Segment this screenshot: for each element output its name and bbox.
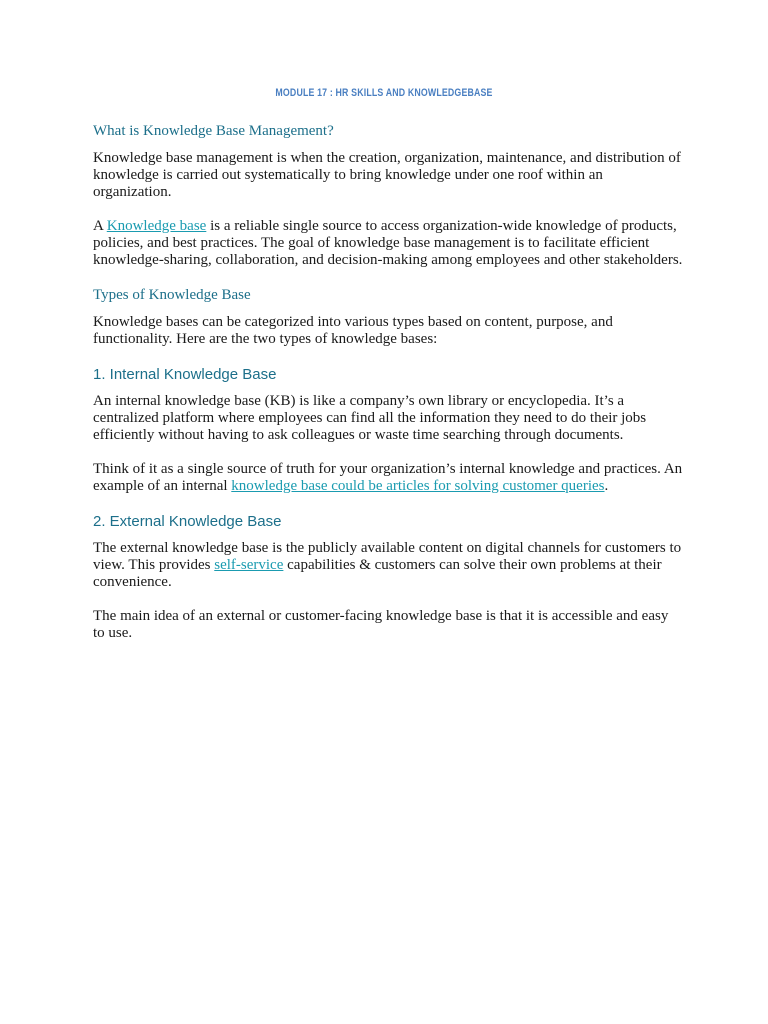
text-fragment: Think of it as a single source of truth for your organization’s internal knowledge and practices. An example of an internal: [93, 461, 683, 494]
paragraph-types-intro: Knowledge bases can be categorized into various types based on content, purpose, and functionality. Here are the two types of knowledge bases:: [93, 314, 613, 347]
heading-internal-knowledge-base: 1. Internal Knowledge Base: [93, 366, 277, 383]
text-fragment: The external knowledge base is the publicly available content on digital channels for customers to view. This provides: [93, 540, 682, 573]
link-customer-queries[interactable]: knowledge base could be articles for solving customer queries: [231, 478, 605, 494]
text-fragment: capabilities & customers can solve their own problems at their convenience.: [93, 557, 662, 590]
heading-types-of-knowledge-base: Types of Knowledge Base: [93, 287, 251, 303]
text-fragment: is a reliable single source to access organization-wide knowledge of products, policies, and best practices. The goal of knowledge base management is to facilitate efficient knowledge-sharing, collaboration, and decision-making among employees and other stakeholders.: [93, 218, 683, 268]
paragraph-internal-kb-example: [93, 461, 683, 495]
link-knowledge-base[interactable]: Knowledge base: [106, 218, 207, 234]
heading-knowledge-base-management: What is Knowledge Base Management?: [93, 123, 334, 139]
paragraph-knowledge-base: [93, 218, 683, 269]
text-fragment: .: [604, 478, 609, 494]
paragraph-internal-kb: An internal knowledge base (KB) is like a company’s own library or encyclopedia. It’s a centralized platform where employees can find all the information they need to do their jobs efficiently without having to ask colleagues or waste time searching through documents.: [93, 393, 647, 443]
paragraph-kbm-definition: Knowledge base management is when the creation, organization, maintenance, and distribution of knowledge is carried out systematically to bring knowledge under one roof within an organization.: [93, 150, 681, 200]
document-body: [93, 122, 683, 659]
link-self-service[interactable]: self-service: [214, 557, 284, 573]
module-title: MODULE 17 : HR SKILLS AND KNOWLEDGEBASE: [275, 87, 493, 99]
paragraph-external-kb-idea: The main idea of an external or customer-facing knowledge base is that it is accessible and easy to use.: [93, 608, 669, 641]
heading-external-knowledge-base: 2. External Knowledge Base: [93, 513, 282, 530]
paragraph-external-kb: [93, 540, 683, 591]
text-fragment: A: [93, 218, 107, 234]
